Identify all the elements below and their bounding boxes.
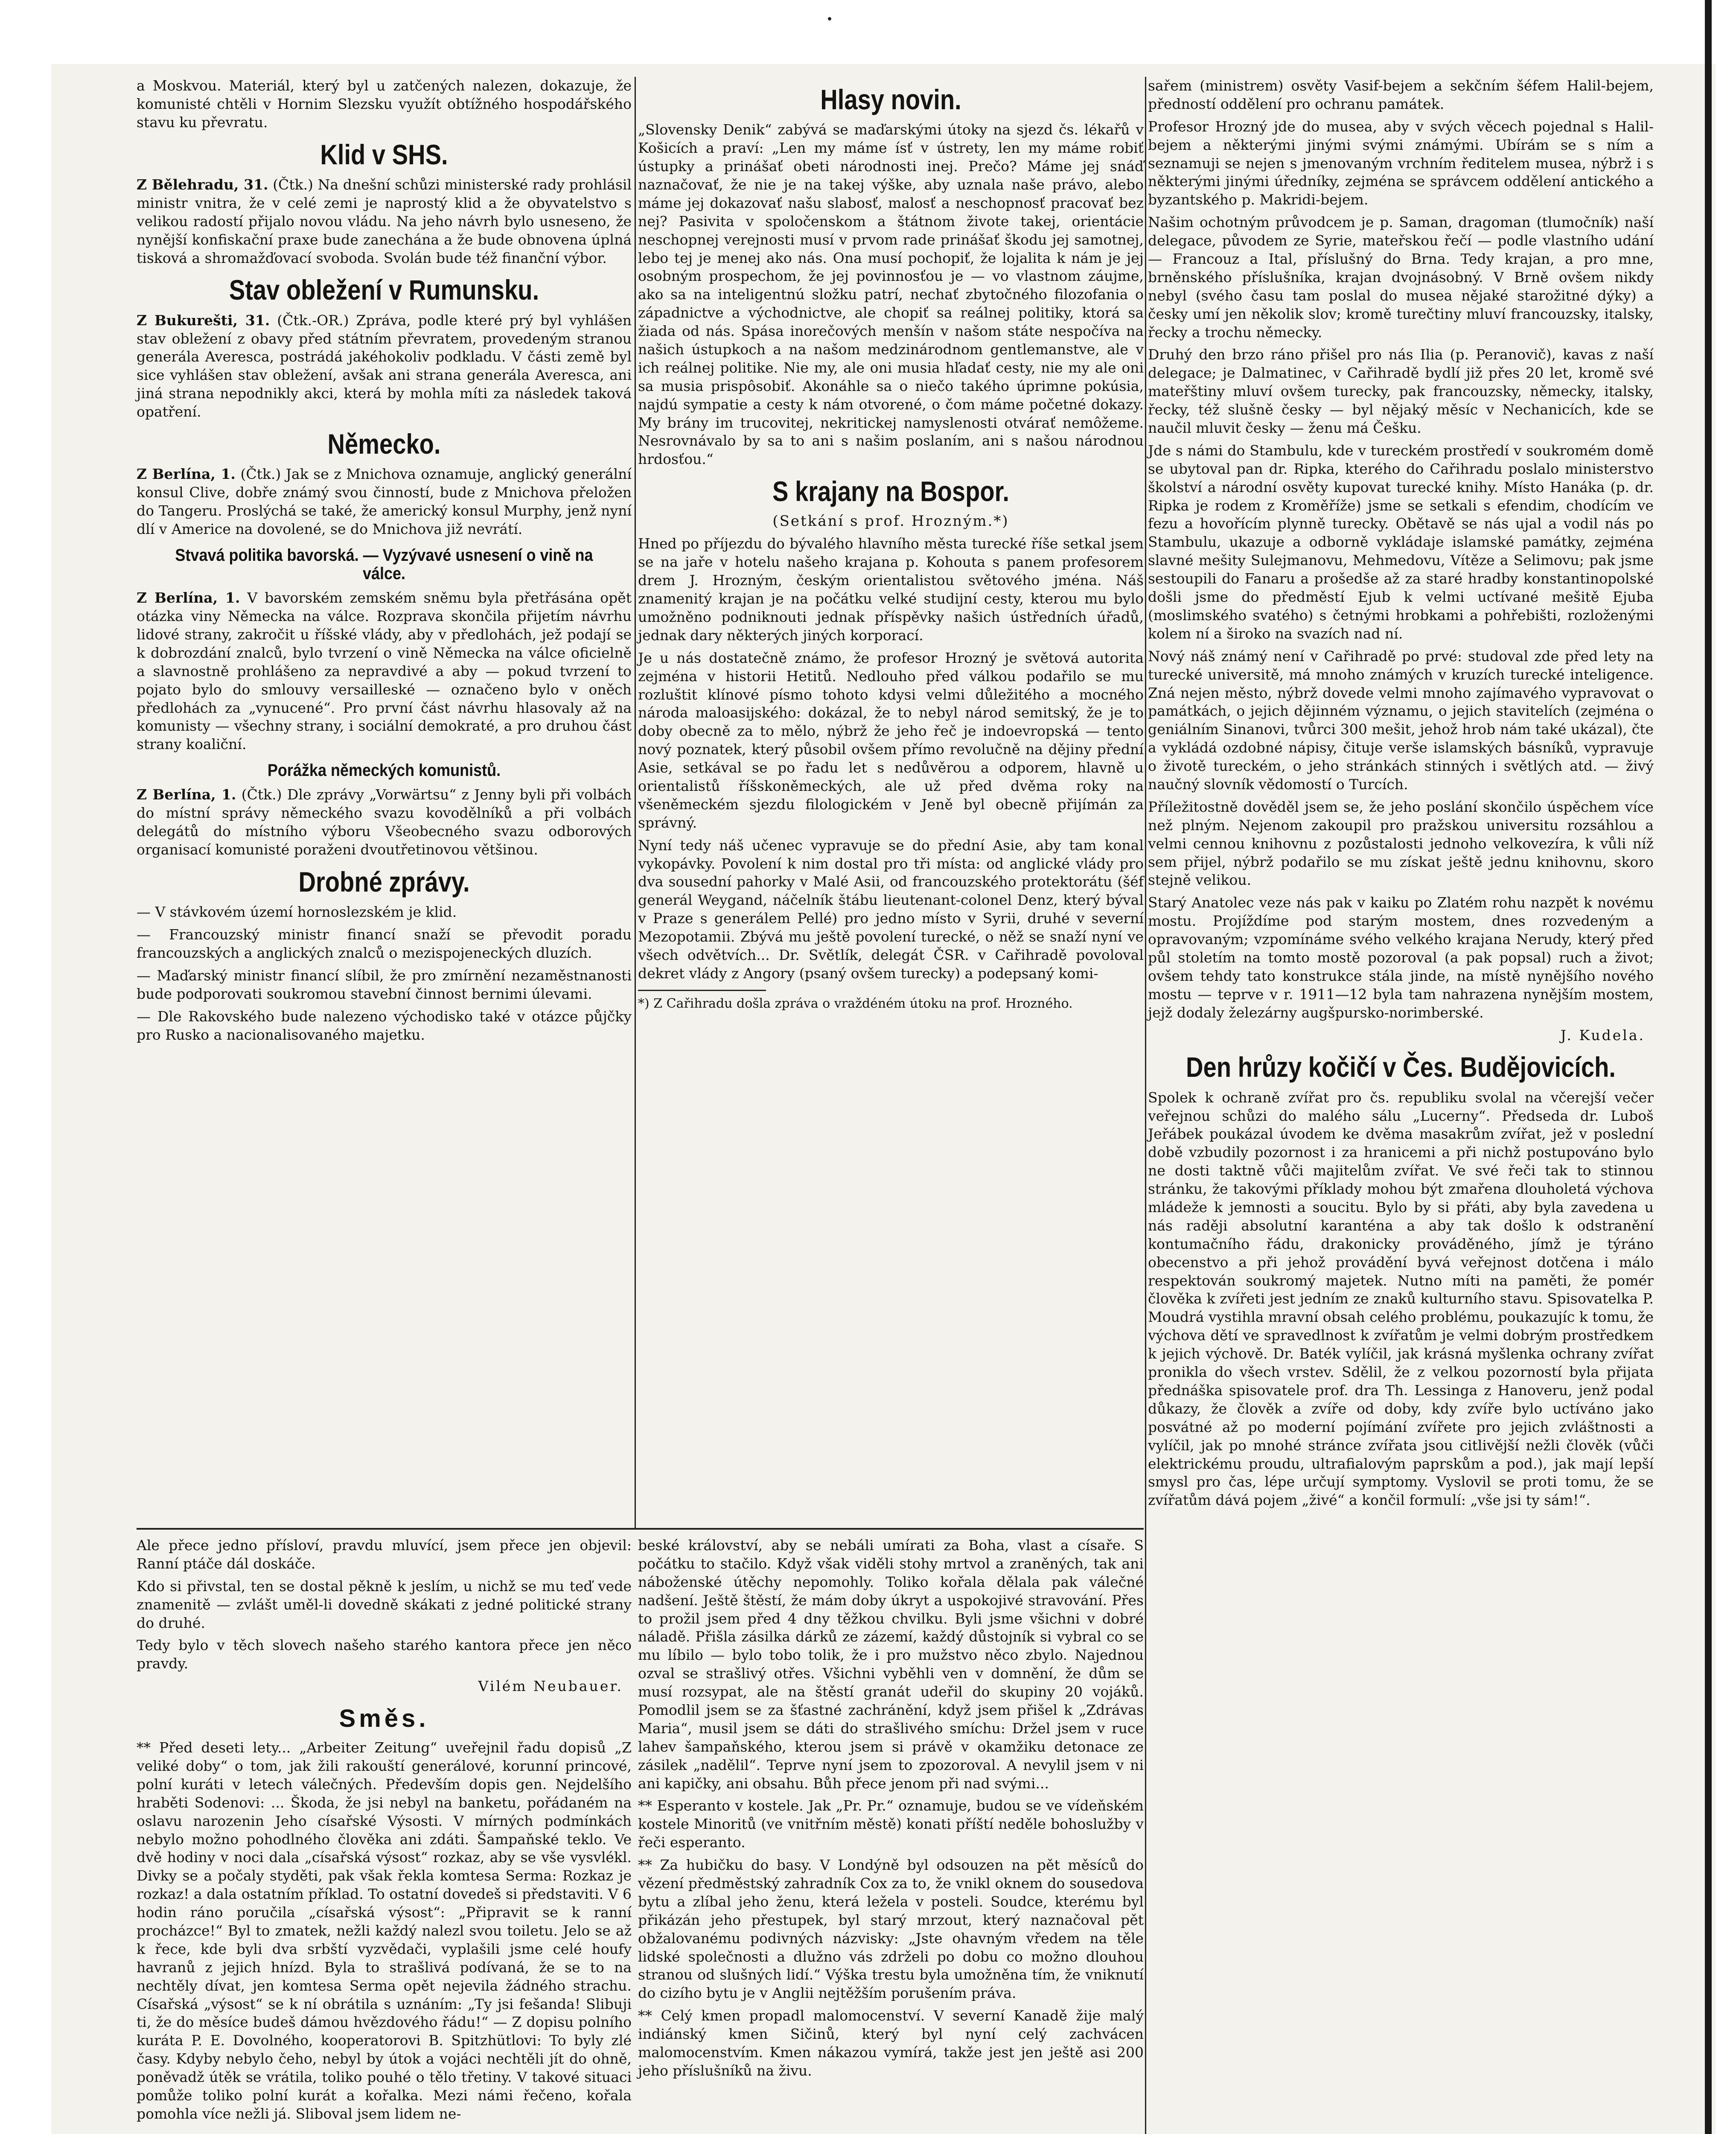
headline: S krajany na Bospor. bbox=[772, 475, 1009, 507]
feuilleton-paragraph: Tedy bylo v těch slovech našeho starého kantora přece jen něco pravdy. bbox=[137, 1637, 632, 1672]
news-paragraph bbox=[137, 589, 632, 754]
column-press-review bbox=[638, 77, 1144, 1016]
headline: Den hrůzy kočičí v Čes. Budějovicích. bbox=[1185, 1051, 1616, 1083]
feuilleton-rule bbox=[137, 1528, 1144, 1530]
headline: Klid v SHS. bbox=[320, 138, 448, 170]
feuilleton-left bbox=[137, 1536, 632, 2128]
article-paragraph: Spolek k ochraně zvířat pro čs. republiku svolal na včerejší večer veřejnou schůzi do malého sálu „Lucerny“. Předseda dr. Luboš Jeřábek poukázal úvodem ke dvěma masakrům zvířat, jež v poslední době vzbudily pozornost i za hranicemi a při nichž postupováno bylo ne dosti taktně vůči majitelům zvířat. Ve své řeči tak to stinnou stránku, že takovými příklady mohou být zmařena dlouholetá výchova mládeže k jemnosti a soucitu. Bylo by si přáti, aby byla zavedena u nás raději absolutní karanténa a aby tak došlo k odstranění kontumačního řádu, drakonicky prováděného, jímž je týráno obecenstvo a při jehož provádění byvá veřejnost dotčena i málo respektován soukromý majetek. Nutno míti na paměti, že pomér člověka k zvířeti jest jedním ze znaků kulturního stavu. Spisovatelka P. Moudrá vystihla mravní obsah celého problému, poukazujíc k tomu, že výchova dětí ve spravedlnost k zvířatům je velmi dobrým prostředkem k jejich výchově. Dr. Baték vylíčil, jak krásná myšlenka ochrany zvířat pronikla do všech vrstev. Sdělil, že z velkou pozorností byla přijata přednáška spisovatele prof. dra Th. Lessinga z Hanoveru, jenž podal důkazy, že člověk a zvíře od doby, kdy zvíře bylo uctíváno jako posvátné až po moderní pojímání zvířete pro jejich zvláštnosti a vylíčil, jak po mnohé stránce zvířata jsou citlivější nežli člověk (vůči elektrickému proudu, ultrafialovým paprskům a pod.), jak mají lepší smysl pro čas, lépe určují symptomy. Vyslovil se proti tomu, že se zvířatům dává pojem „živé“ a končil formulí: „vše jsi ty sám!“. bbox=[1148, 1089, 1654, 1509]
dateline: Z Berlína, 1. bbox=[137, 466, 236, 483]
margin-speck bbox=[828, 17, 831, 20]
page-edge bbox=[1705, 0, 1712, 2134]
miscellany-item: ** Esperanto v kostele. Jak „Pr. Pr.“ oznamuje, budou se ve vídeňském kostele Minoritů (ve vnitřním městě) konati příští neděle bohoslužby v řeči esperanto. bbox=[638, 1797, 1144, 1851]
article-paragraph: sařem (ministrem) osvěty Vasif-bejem a sekčním šéfem Halil-bejem, předností oddělení pro ochranu památek. bbox=[1148, 77, 1654, 112]
headline: Porážka německých komunistů. bbox=[267, 761, 501, 780]
headline: Německo. bbox=[327, 428, 441, 460]
article-paragraph: Starý Anatolec veze nás pak v kaiku po Zlatém rohu nazpět k novému mostu. Projíždíme pod starým mostem, dnes rozvedeným a opravovaným; vzpomínáme svého velkého krajana Nerudy, který před půl stoletím na tomto mostě pozoroval (a pak popsal) ruch a život; ovšem tehdy tato konstrukce stála jinde, na místě nynějšího nového mostu — teprve v r. 1911—12 byla tam nahrazena nynějším mostem, jejž dodaly železárny augšpursko-norimberské. bbox=[1148, 894, 1654, 1021]
article-paragraph: Příležitostně dověděl jsem se, že jeho poslání skončilo úspěchem více než plným. Nejenom zakoupil pro pražskou universitu rozsáhlou a velmi cennou knihovnu z pozůstalosti jednoho velkovezíra, k vůli níž sem přijel, nýbrž podařilo se mu získat ještě jednu knihovnu, skoro stejně velikou. bbox=[1148, 798, 1654, 889]
column-travel-report bbox=[1148, 77, 1654, 1514]
headline: Stav obležení v Rumunsku. bbox=[229, 274, 539, 306]
miscellany-item: ** Před deseti lety... „Arbeiter Zeitung“ uveřejnil řadu dopisů „Z veliké doby“ o tom, jak žili rakouští generálové, korunní princové, polní kuráti v letech válečných. Především dopis gen. Nejdelšího hraběti Sodenovi: ... Škoda, že jsi nebyl na banketu, pořádaném na oslavu narozenin Jeho císařské Výsosti. V mírných podmínkách nebylo možno pohodlného člověka ani zdáti. Šampaňské teklo. Ve dvě hodiny v noci dala „císařská výsost“ rozkaz, aby se vše vysvlékl. Divky se a počaly styděti, pak však řekla komtesa Serma: Rozkaz je rozkaz! a dala ostatním příklad. To ostatní dovedeš si představiti. V 6 hodin ráno poručila „císařská výsost“: „Připravit se k ranní procházce!“ Byl to zmatek, nežli každý nalezl svou toiletu. Jelo se až k řece, kde byli dva srbští vyzvědači, vyplašili jsme celé houfy havranů z jejich hnízd. Byla to strašlivá podívaná, že se to na nechtěly dívat, jen komtesa Serma opět nejevila žádného strachu. Císařská „výsost“ se k ní obrátila s uznáním: „Ty jsi fešanda! Slibuji ti, že do měsíce budeš dámou hvězdového řádu!“ — Z dopisu polního kuráta P. E. Dovolného, kooperatorovi B. Spitzhütlovi: To byly zlé časy. Kdyby nebylo čeho, nebyl by útok a vojáci nechtěli jít do ohně, poněvadž útěk se vrátila, toliko pouhé o tělo třetiny. V takové situaci pomůže toliko polní kurát a kořalka. Mezi námi řečeno, kořala pomohla více nežli já. Sliboval jsem lidem ne- bbox=[137, 1739, 632, 2122]
news-paragraph bbox=[137, 312, 632, 421]
dateline: Z Berlína, 1. bbox=[137, 786, 236, 803]
feuilleton-paragraph: Kdo si přivstal, ten se dostal pěkně k jeslím, u nichž se mu teď vede znamenitě — zvlášt uměl-li dovedně skákati z jedné politické strany do druhé. bbox=[137, 1577, 632, 1631]
article-paragraph: Našim ochotným průvodcem je p. Saman, dragoman (tlumočník) naší delegace, původem ze Syrie, mateřskou řečí — podle vlastního udání — Francouz a Ital, příslušný do Brna. Tedy krajan, a pro mne, brněnského příslušníka, krajan dvojnásobný. V Brně ovšem nikdy nebyl (svého času tam poslal do musea nějaké starožitné dýky) a česky umí jen několik slov; kromě turečtiny mluví francouzsky, italsky, řecky a trochu německy. bbox=[1148, 214, 1654, 341]
dateline: Z Bukurešti, 31. bbox=[137, 312, 270, 329]
brief-item: — Francouzský ministr financí snaží se převodit poradu francouzských a anglických znalců o mezispojeneckých dluzích. bbox=[137, 926, 632, 962]
news-paragraph bbox=[137, 786, 632, 859]
footnote-rule bbox=[638, 990, 766, 991]
news-body: (Čtk.) Dle zprávy „Vorwärtsu“ z Jenny byli při volbách do místní správy německého svazu kovodělníků a při volbách delegátů do místního výboru Všeobecného svazu odborových organisací komunisté poraženi dvoutřetinovou většinou. bbox=[137, 786, 632, 858]
news-paragraph bbox=[137, 465, 632, 539]
feuilleton-right bbox=[638, 1536, 1144, 2084]
news-paragraph bbox=[137, 176, 632, 267]
miscellany-item: beské království, aby se nebáli umírati za Boha, vlast a císaře. S počátku to stačilo. Když však viděli stohy mrtvol a zraněných, tak ani náboženské útěchy nepomohly. Toliko kořala dělala pak válečné nadšení. Ještě štěstí, že mám doby úkryt a uspokojivé stravování. Přes to prožil jsem před 4 dny těžkou chvilku. Byli jsme všichni v dobré náladě. Přišla zásilka dárků ze zázemí, každý důstojník si vybral co se mu líbilo — bylo tobo tolik, že i pro mužstvo něco zbylo. Najednou ozval se strašlivý otřes. Všichni vyběhli ven v domnění, že dům se musí rozsypat, ale na štěstí granát udeřil do skupiny 20 vojáků. Pomodlil jsem se za šťastné zachránění, když jsem přišel k „Zdrávas Maria“, musil jsem se dáti do strašlivého smíchu: Držel jsem v ruce lahev šampaňského, kterou jsem si právě v okamžiku detonace ze zásilek „nadělil“. Teprve nyní jsem to zpozoroval. A nevylil jsem v ni ani kapičky, ani obsahu. Bůh přece jenom při nad svými... bbox=[638, 1537, 1144, 1792]
article-paragraph: Nový náš známý není v Cařihradě po prvé: studoval zde před lety na turecké universitě, má mnoho známých v kruzích turecké inteligence. Zná nejen město, nýbrž dovede velmi mnoho zajímavého vypravovat o památkách, o jejich dějinném významu, o jejich stavitelích (zejména o geniálním Sinanovi, tvůrci 300 mešit, jehož hrob nám také ukázal), čte a vykládá ozdobné nápisy, čituje verše islamských básníků, vypravuje o životě tureckém, o jeho stránkách stinných i světlých atd. — živý naučný slovník vědomostí o Turcích. bbox=[1148, 647, 1654, 793]
footnote: *) Z Cařihradu došla zpráva o vraždéném útoku na prof. Hrozného. bbox=[638, 996, 1073, 1011]
article-paragraph: Druhý den brzo ráno přišel pro nás Ilia (p. Peranovič), kavas z naší delegace; je Dalmatinec, v Cařihradě bydlí již přes 20 let, kromě své mateřštiny mluví ovšem turecky, pak francouzsky, německy, italsky, řecky, též slušně česky — byl nějaký měsíc v Nechanicích, kde se naučil mluvit česky — ženu má Češku. bbox=[1148, 346, 1654, 437]
dateline: Z Bělehradu, 31. bbox=[137, 176, 268, 193]
miscellany-item: ** Za hubičku do basy. V Londýně byl odsouzen na pět měsíců do vězení předměstský zahradník Cox za to, že vnikl oknem do sousedova bytu a zlíbal jeho ženu, která ležela v posteli. Soudce, kterému byl přikázán jeho přestupek, byl starý mrzout, který naznačoval pět obžalovanému podivných názvisky: „Jste ohavným vředem na těle lidské společnosti a dlužno vás zdrželi po dobu co možno dlouhou stranou od slušných lidí.“ Výška trestu byla umožněna tím, že vniknutí do cizího bytu je v Anglii nejtěžším porušením práva. bbox=[638, 1857, 1144, 2002]
brief-item: — Maďarský ministr financí slíbil, že pro zmírnění nezaměstnanosti bude podporovati soukromou stavební činnost bernimi úlevami. bbox=[137, 967, 632, 1002]
press-quote: „Slovensky Denik“ zabývá se maďarskými útoky na sjezd čs. lékařů v Košicích a praví: „Len my máme ísť v ústrety, len my máme robiť ústupky a prinášať obeti národnosti inej. Prečo? Máme jej snáď naznačovať, že nie je na takej výške, aby uznala naše právo, alebo máme jej dokazovať našu slabosť, malosť a neschopnosť pracovať bez nej? Pasivita v spoločenskom a štátnom živote takej, orientácie neschopnej verejnosti musí v prvom rade prinášať škodu jej samotnej, lebo tej je menej ako nás. Ona musí pochopiť, že lojalita k nám je jej osobným prospechom, že jej povinnosťou je — vo vlastnom záujme, ako sa na inteligentnú složku patrí, nechať zbytočného filozofania o západnictve a východnictve, ale chopiť sa reálnej politiky, ktorá sa žiada od nás. Spása inorečových menšín v našom státe nespočíva na našich ústupkoch a na našom medzinárodnom gentlemanstve, ale v ich reálnej politike. Nie my, ale oni musia hľadať cesty, nie my ale oni sa musia prispôsobiť. Akonáhle sa o niečo takého úprimne pokúsia, najdú sympatie a cesty k nám otvorené, o čom máme početné dokazy. My brány im trucovitej, nekritickej namyslenosti otvárať nemôžeme. Nesrovnávalo by sa to ani s našim poslaním, ani s našou národnou hrdosťou.“ bbox=[638, 121, 1144, 468]
headline: Drobné zprávy. bbox=[298, 866, 470, 898]
news-body: (Čtk.-OR.) Zpráva, podle které prý byl vyhlášen stav obležení z obavy před státním převratem, provedeným stranou generála Averesca, postrádá jakéhokoliv podkladu. V části země byl sice vyhlášen stav obležení, avšak ani strana generála Averesca, ani jiná strana nepodnikly akci, která by mohla míti za následek taková opatření. bbox=[137, 312, 632, 420]
column-rule-left bbox=[635, 77, 636, 1528]
column-rule-right bbox=[1145, 77, 1146, 2134]
subheadline: (Setkání s prof. Hrozným.*) bbox=[772, 513, 1009, 530]
news-body: (Čtk.) Na dnešní schůzi ministerské rady prohlásil ministr vnitra, že v celé zemi je naprostý klid a že obyvatelstvo s velikou radostí přijalo novou vládu. Na jeho návrh bylo usneseno, že nynější konfiskační praxe bude zanechána a že bude obnovena úplná tisková a shromažďovací svoboda. Svolán bude též finanční výbor. bbox=[137, 176, 632, 266]
column-news-politics bbox=[137, 77, 632, 1048]
news-body: (Čtk.) Jak se z Mnichova oznamuje, anglický generální konsul Clive, dobře známý svou činností, bude z Mnichova přeložen do Tangeru. Proslýchá se také, že americký konsul Murphy, jenž nyní dlí v Americe na dovolené, se do Mnichova již nevrátí. bbox=[137, 466, 632, 537]
author-signature: Vilém Neubauer. bbox=[478, 1678, 623, 1695]
headline: Hlasy novin. bbox=[820, 84, 961, 115]
miscellany-item: ** Celý kmen propadl malomocenství. V severní Kanadě žije malý indiánský kmen Sičinů, který byl nyní celý zachvácen malomocenstvím. Kmen nákazou vymírá, takže jest jen ještě asi 200 jeho příslušníků na živu. bbox=[638, 2007, 1144, 2079]
feuilleton-paragraph: Ale přece jedno přísloví, pravdu mluvící, jsem přece jen objevil: Ranní ptáče dál doskáče. bbox=[137, 1537, 632, 1572]
article-continuation: a Moskvou. Materiál, který byl u zatčených nalezen, dokazuje, že komunisté chtěli v Hornim Slezsku využít obtížného hospodářského stavu ku převratu. bbox=[137, 77, 632, 131]
dateline: Z Berlína, 1. bbox=[137, 589, 240, 606]
article-paragraph: Nyní tedy náš učenec vypravuje se do přední Asie, aby tam konal vykopávky. Povolení k nim dostal pro tři místa: od anglické vlády pro dva sousední pahorky v Malé Asii, od francouzského protektorátu (šéf generál Weygand, náčelník štábu lieutenant-colonel Denz, který býval v Praze s generálem Pellé) pro jedno místo v Syrii, druhé v severní Mezopotamii. Zbývá mu ještě povolení turecké, o něž se snaží nyní ve všech odvětvích... Dr. Světlík, delegát ČSR. v Cařihradě povoloval dekret vlády z Angory (psaný ovšem turecky) a podepsaný komi- bbox=[638, 837, 1144, 982]
news-body: V bavorském zemském sněmu byla přetřásána opět otázka viny Německa na válce. Rozprava skončila přijetím návrhu lidové strany, zakročit u říšské vlády, aby v předlohách, jež podají se k dobrozdání znalců, bylo tvrzení o vině Německa na válce oficielně a slavnostně prohlášeno za nepravdivé a aby — pokud tvrzení to pojato bylo do smlouvy versailleské — označeno bylo v oněch předlohách za „vynucené“. Pro první část návrhu hlasovaly až na komunisty — všechny strany, i sociální demokraté, a pro druhou část strany koaliční. bbox=[137, 589, 632, 753]
article-paragraph: Profesor Hrozný jde do musea, aby v svých věcech pojednal s Halil-bejem a některými jinými svými známými. Ubírám se s ním a seznamuji se nejen s jmenovaným vrchním ředitelem musea, nýbrž i s některými jinými úředníky, zejména se správcem oddělení antického a byzantského p. Makridi-bejem. bbox=[1148, 118, 1654, 208]
article-paragraph: Je u nás dostatečně známo, že profesor Hrozný je světová autorita zejména v historii Hetitů. Nedlouho před válkou podařilo se mu rozluštit klínové písmo tohoto kdysi velmi důležitého a mocného národa maloasijského: dokázal, že to nebyl národ semitský, že je to doby obecně za to mělo, nýbrž že jeho řeč je indoevropská — tento nový poznatek, který působil ovšem přímo revolučně na dějiny přední Asie, setkával se po řadu let s nedůvěrou a odporem, hlavně u orientalistů říšskoněmeckých, ale už před dvěma roky na všeněmeckém sjezdu filologickém v Jeně byl obecně přijímán za správný. bbox=[638, 649, 1144, 831]
article-paragraph: Jde s námi do Stambulu, kde v tureckém prostředí v soukromém domě se ubytoval pan dr. Ripka, kterého do Cařihradu poslalo ministerstvo školství a národní osvěty kupovat turecké knihy. Místo Hanáka (p. dr. Ripka je rodem z Kroměříže) jsme se setkali s efendim, chodícím ve fezu a hovořícím plynně turecky. Obětavě se nás ujal a vodil nás po Stambulu, ukazuje a odborně vykládaje islamské památky, zejména slavné mešity Sulejmanovu, Mehmedovu, Vítěze a Selimovu; pak jsme sestoupili do Fanaru a prošedše až za staré hradby konstantinopolské došli jsme do předměstí Ejub k velmi uctívané mešitě Ejuba (moslimského svatého) s četnými hrobkami a pohřebišti, rozloženými kolem ní a široko na svazích nad ní. bbox=[1148, 442, 1654, 642]
brief-item: — Dle Rakovského bude nalezeno východisko také v otázce půjčky pro Rusko a nacionalisovaného majetku. bbox=[137, 1008, 632, 1043]
brief-item: — V stávkovém území hornoslezském je klid. bbox=[137, 904, 457, 921]
headline: Stvavá politika bavorská. — Vyzývavé usnesení o vině na válce. bbox=[175, 545, 593, 583]
author-signature: J. Kudela. bbox=[1560, 1026, 1645, 1044]
section-heading: Směs. bbox=[339, 1705, 429, 1733]
article-paragraph: Hned po příjezdu do bývalého hlavního města turecké říše setkal jsem se na jaře v hotelu našeho krajana p. Kohouta s panem profesorem drem J. Hrozným, českým orientalistou světového jména. Náš znamenitý krajan je na počátku velké studijní cesty, kterou mu bylo umožněno podniknouti jednak příspěvky našich ústředních úřadů, jednak dary některých jiných korporací. bbox=[638, 535, 1144, 644]
